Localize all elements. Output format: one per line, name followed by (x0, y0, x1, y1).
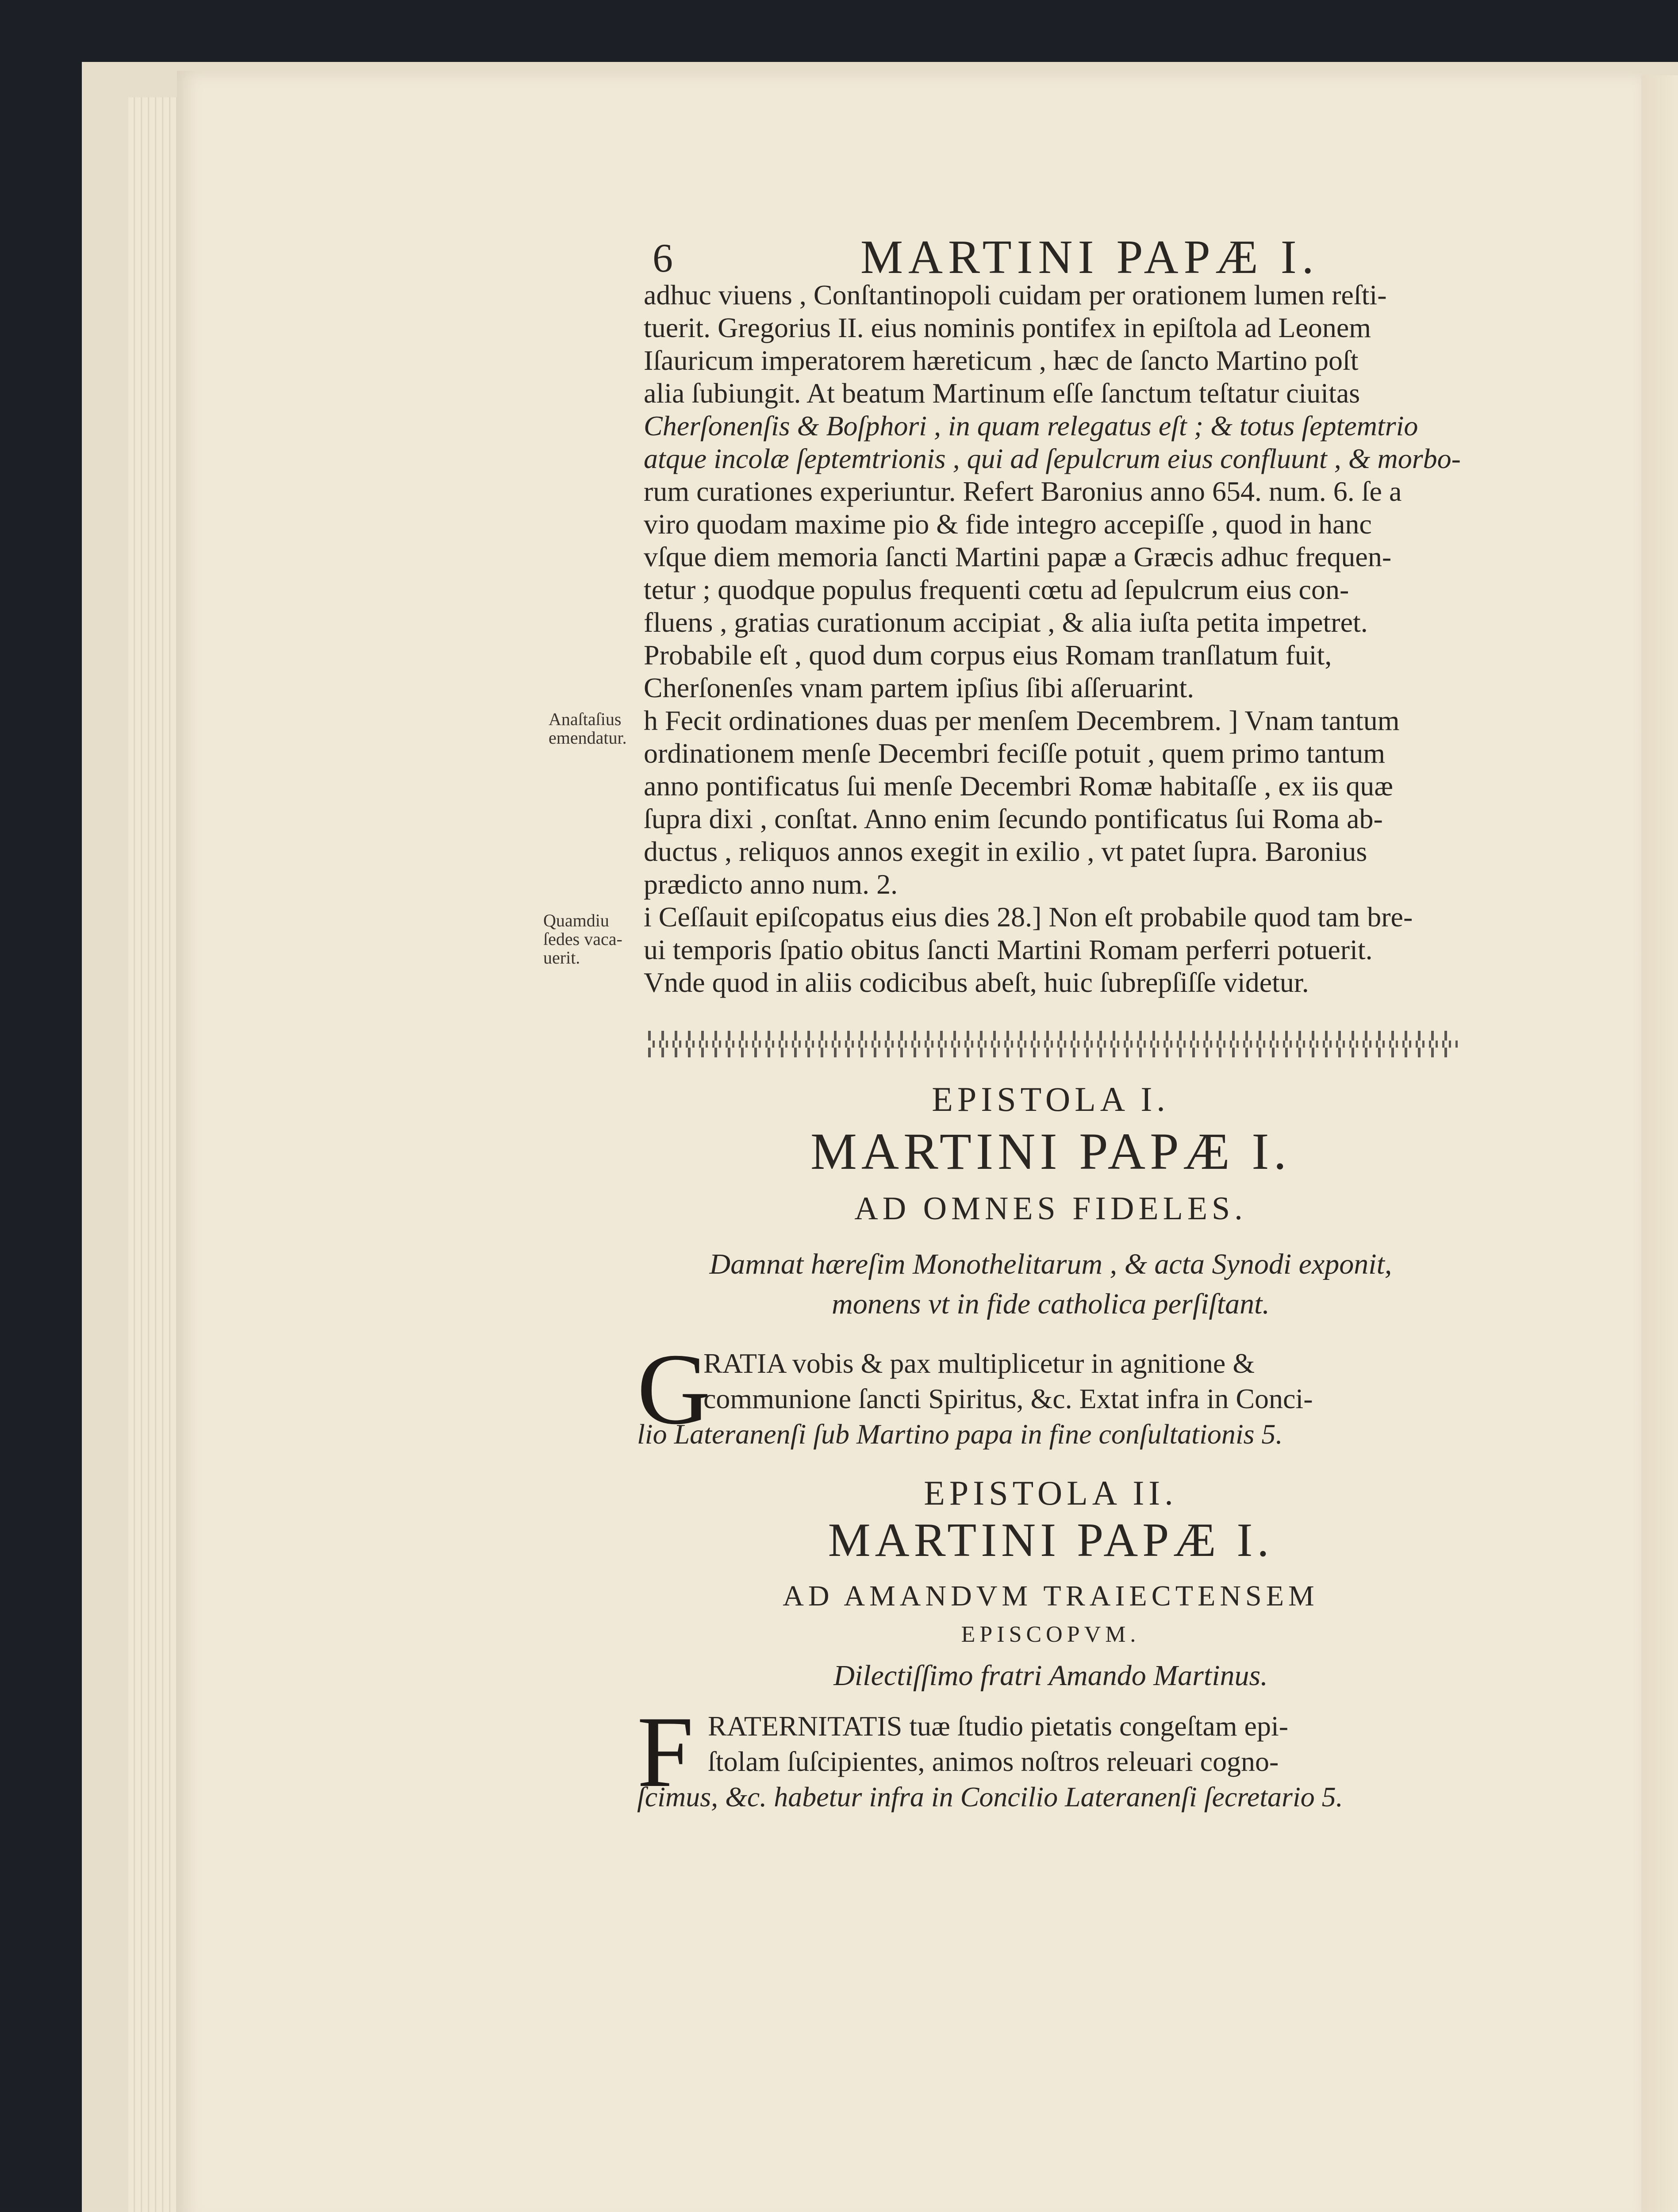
running-title: MARTINI PAPÆ I. (860, 231, 1319, 284)
epistola-2-label: EPISTOLA II. (924, 1474, 1178, 1512)
margin-note-line: Anaſtaſius (549, 709, 622, 729)
text-line: atque incolæ ſeptemtrionis , qui ad ſepulcrum eius confluunt , & morbo- (644, 443, 1461, 474)
epistola-2-text-line: ſtolam ſuſcipientes, animos noſtros releuari cogno- (708, 1746, 1279, 1777)
margin-note (543, 911, 622, 967)
epistola-1-text-line: RATIA vobis & pax multiplicetur in agnitione & (703, 1348, 1255, 1379)
epistola-2-salutation: Dilectiſſimo fratri Amando Martinus. (833, 1659, 1268, 1692)
margin-note-line: uerit. (543, 948, 580, 968)
dropcap-letter: G (637, 1333, 711, 1445)
text-line: ui temporis ſpatio obitus ſancti Martini Romam perferri potuerit. (644, 934, 1373, 965)
epistola-2-address: AD AMANDVM TRAIECTENSEM (783, 1580, 1319, 1612)
epistola-2-text-line: RATERNITATIS tuæ ſtudio pietatis congeſtam epi- (708, 1710, 1289, 1742)
page-number: 6 (653, 235, 673, 280)
text-line: ductus , reliquos annos exegit in exilio , vt patet ſupra. Baronius (644, 836, 1367, 867)
margin-note-line: ſedes vaca- (543, 929, 622, 949)
epistola-1-title: MARTINI PAPÆ I. (810, 1122, 1291, 1180)
epistola-2-title: MARTINI PAPÆ I. (828, 1514, 1274, 1567)
text-line: i Ceſſauit epiſcopatus eius dies 28.] Non eſt probabile quod tam bre- (644, 901, 1413, 933)
epistola-1-address: AD OMNES FIDELES. (854, 1190, 1247, 1227)
text-line: Probabile eſt , quod dum corpus eius Romam tranſlatum fuit, (644, 639, 1332, 671)
text-line: anno pontificatus ſui menſe Decembri Romæ habitaſſe , ex iis quæ (644, 770, 1393, 802)
text-line: tuerit. Gregorius II. eius nominis pontifex in epiſtola ad Leonem (644, 312, 1371, 343)
dropcap-letter: F (637, 1695, 694, 1808)
text-line: tetur ; quodque populus frequenti cœtu ad ſepulcrum eius con- (644, 574, 1349, 605)
epistola-1-text-line: communione ſancti Spiritus, &c. Extat infra in Conci- (703, 1383, 1313, 1414)
text-line: Iſauricum imperatorem hæreticum , hæc de ſancto Martino poſt (644, 345, 1359, 376)
epistola-1-label: EPISTOLA I. (932, 1080, 1170, 1118)
text-line: Vnde quod in aliis codicibus abeſt, huic ſubrepſiſſe videtur. (644, 967, 1309, 998)
epistola-1-text-line: lio Lateranenſi ſub Martino papa in fine conſultationis 5. (637, 1418, 1283, 1450)
epistola-1-summary-line: monens vt in fide catholica perſiſtant. (832, 1288, 1270, 1320)
text-line: h Fecit ordinationes duas per menſem Decembrem. ] Vnam tantum (644, 705, 1400, 736)
text-line: adhuc viuens , Conſtantinopoli cuidam per orationem lumen reſti- (644, 279, 1387, 311)
margin-note-line: Quamdiu (543, 910, 609, 930)
margin-note-line: emendatur. (549, 728, 627, 748)
text-line: fluens , gratias curationum accipiat , & alia iuſta petita impetret. (644, 607, 1368, 638)
text-line: ordinationem menſe Decembri feciſſe potuit , quem primo tantum (644, 737, 1385, 769)
text-line: vſque diem memoria ſancti Martini papæ a Græcis adhuc frequen- (644, 541, 1392, 572)
epistola-1-summary-line: Damnat hæreſim Monothelitarum , & acta Synodi exponit, (709, 1248, 1392, 1280)
text-line: ſupra dixi , conſtat. Anno enim ſecundo pontificatus ſui Roma ab- (644, 803, 1383, 834)
text-line: viro quodam maxime pio & fide integro accepiſſe , quod in hanc (644, 508, 1372, 540)
text-line: Cherſonenſes vnam partem ipſius ſibi aſſeruarint. (644, 672, 1194, 703)
epistola-2-address: EPISCOPVM. (961, 1622, 1140, 1647)
text-line: rum curationes experiuntur. Refert Baronius anno 654. num. 6. ſe a (644, 476, 1402, 507)
ornament-band (648, 1031, 1458, 1057)
margin-note (549, 710, 627, 747)
text-line: Cherſonenſis & Boſphori , in quam relegatus eſt ; & totus ſeptemtrio (644, 410, 1418, 442)
epistola-2-text-line: ſcimus, &c. habetur infra in Concilio Lateranenſi ſecretario 5. (637, 1781, 1343, 1813)
text-line: alia ſubiungit. At beatum Martinum eſſe ſanctum teſtatur ciuitas (644, 377, 1360, 409)
text-line: prædicto anno num. 2. (644, 868, 898, 900)
